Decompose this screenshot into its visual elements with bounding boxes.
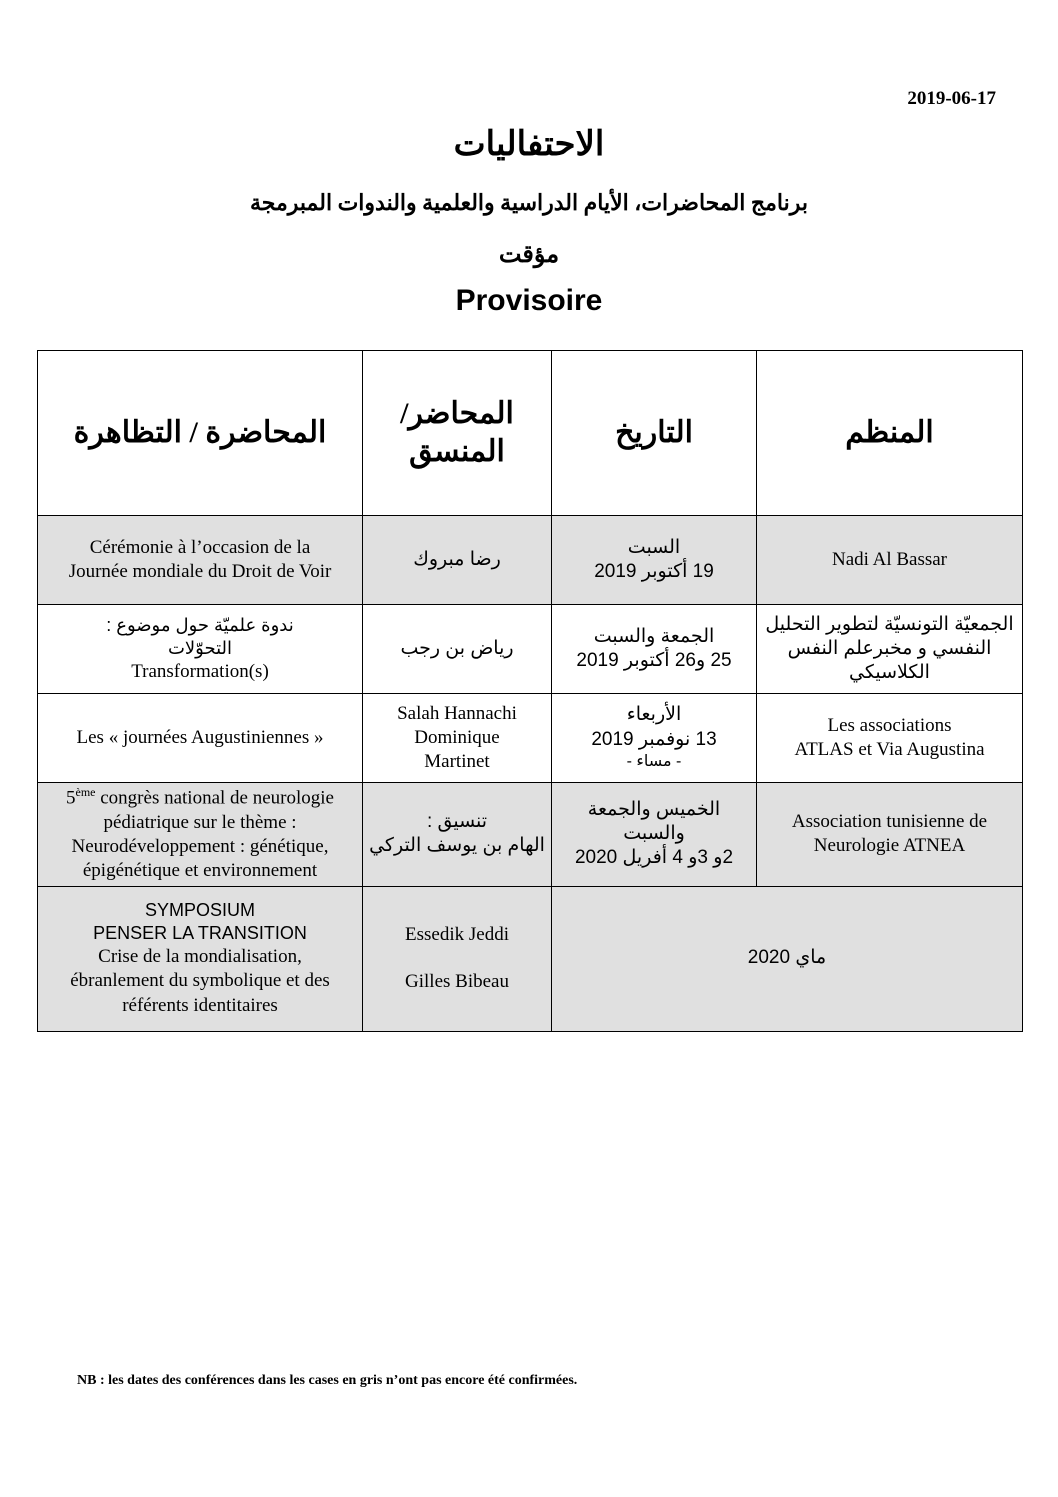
cell-lecture: Cérémonie à l’occasion de la Journée mondiale du Droit de Voir [38, 516, 363, 605]
cell-speaker: Salah Hannachi Dominique Martinet [363, 694, 552, 783]
table-header-row [38, 351, 1023, 516]
page-subtitle: برنامج المحاضرات، الأيام الدراسية والعلمية والندوات المبرمجة [250, 190, 808, 215]
cell-speaker: رياض بن رجب [363, 605, 552, 694]
cell-speaker: رضا مبروك [363, 516, 552, 605]
table-row [38, 886, 1023, 1031]
temporary-label-fr: Provisoire [455, 284, 603, 317]
header-speaker: المحاضر/ المنسق [363, 351, 552, 516]
table-row [38, 783, 1023, 887]
cell-date: ماي 2020 [552, 886, 1023, 1031]
header-lecture: المحاضرة / التظاهرة [38, 351, 363, 516]
footnote: NB : les dates des conférences dans les cases en gris n’ont pas encore été confirmées. [77, 1373, 578, 1388]
table-row [38, 694, 1023, 783]
cell-speaker: Essedik Jeddi Gilles Bibeau [363, 886, 552, 1031]
table-row [38, 516, 1023, 605]
cell-organizer: Les associations ATLAS et Via Augustina [757, 694, 1023, 783]
cell-organizer: الجمعيّة التونسيّة لتطوير التحليل النفسي و مخبرعلم النفس الكلاسيكي [757, 605, 1023, 694]
header-organizer: المنظم [757, 351, 1023, 516]
header-date: التاريخ [552, 351, 757, 516]
cell-organizer: Association tunisienne de Neurologie ATNEA [757, 783, 1023, 887]
cell-date: الخميس والجمعة والسبت 2و 3و 4 أفريل 2020 [552, 783, 757, 887]
cell-lecture: ندوة علميّة حول موضوع : التحوّلات Transformation(s) [38, 605, 363, 694]
cell-date: الجمعة والسبت 25 و26 أكتوبر 2019 [552, 605, 757, 694]
cell-organizer: Nadi Al Bassar [757, 516, 1023, 605]
document-date: 2019-06-17 [907, 88, 996, 109]
cell-lecture: SYMPOSIUM PENSER LA TRANSITION Crise de la mondialisation, ébranlement du symbolique et des référents identitaires [38, 886, 363, 1031]
page-title: الاحتفاليات [453, 126, 605, 163]
table-row [38, 605, 1023, 694]
cell-date: السبت 19 أكتوبر 2019 [552, 516, 757, 605]
cell-lecture: 5ème congrès national de neurologie pédiatrique sur le thème : Neurodéveloppement : génétique, épigénétique et environnement [38, 783, 363, 887]
cell-speaker: تنسيق : الهام بن يوسف التركي [363, 783, 552, 887]
temporary-label-ar: مؤقت [498, 242, 560, 268]
cell-lecture: Les « journées Augustiniennes » [38, 694, 363, 783]
program-table [37, 350, 1023, 1032]
cell-date: الأربعاء 13 نوفمبر 2019 - مساء - [552, 694, 757, 783]
